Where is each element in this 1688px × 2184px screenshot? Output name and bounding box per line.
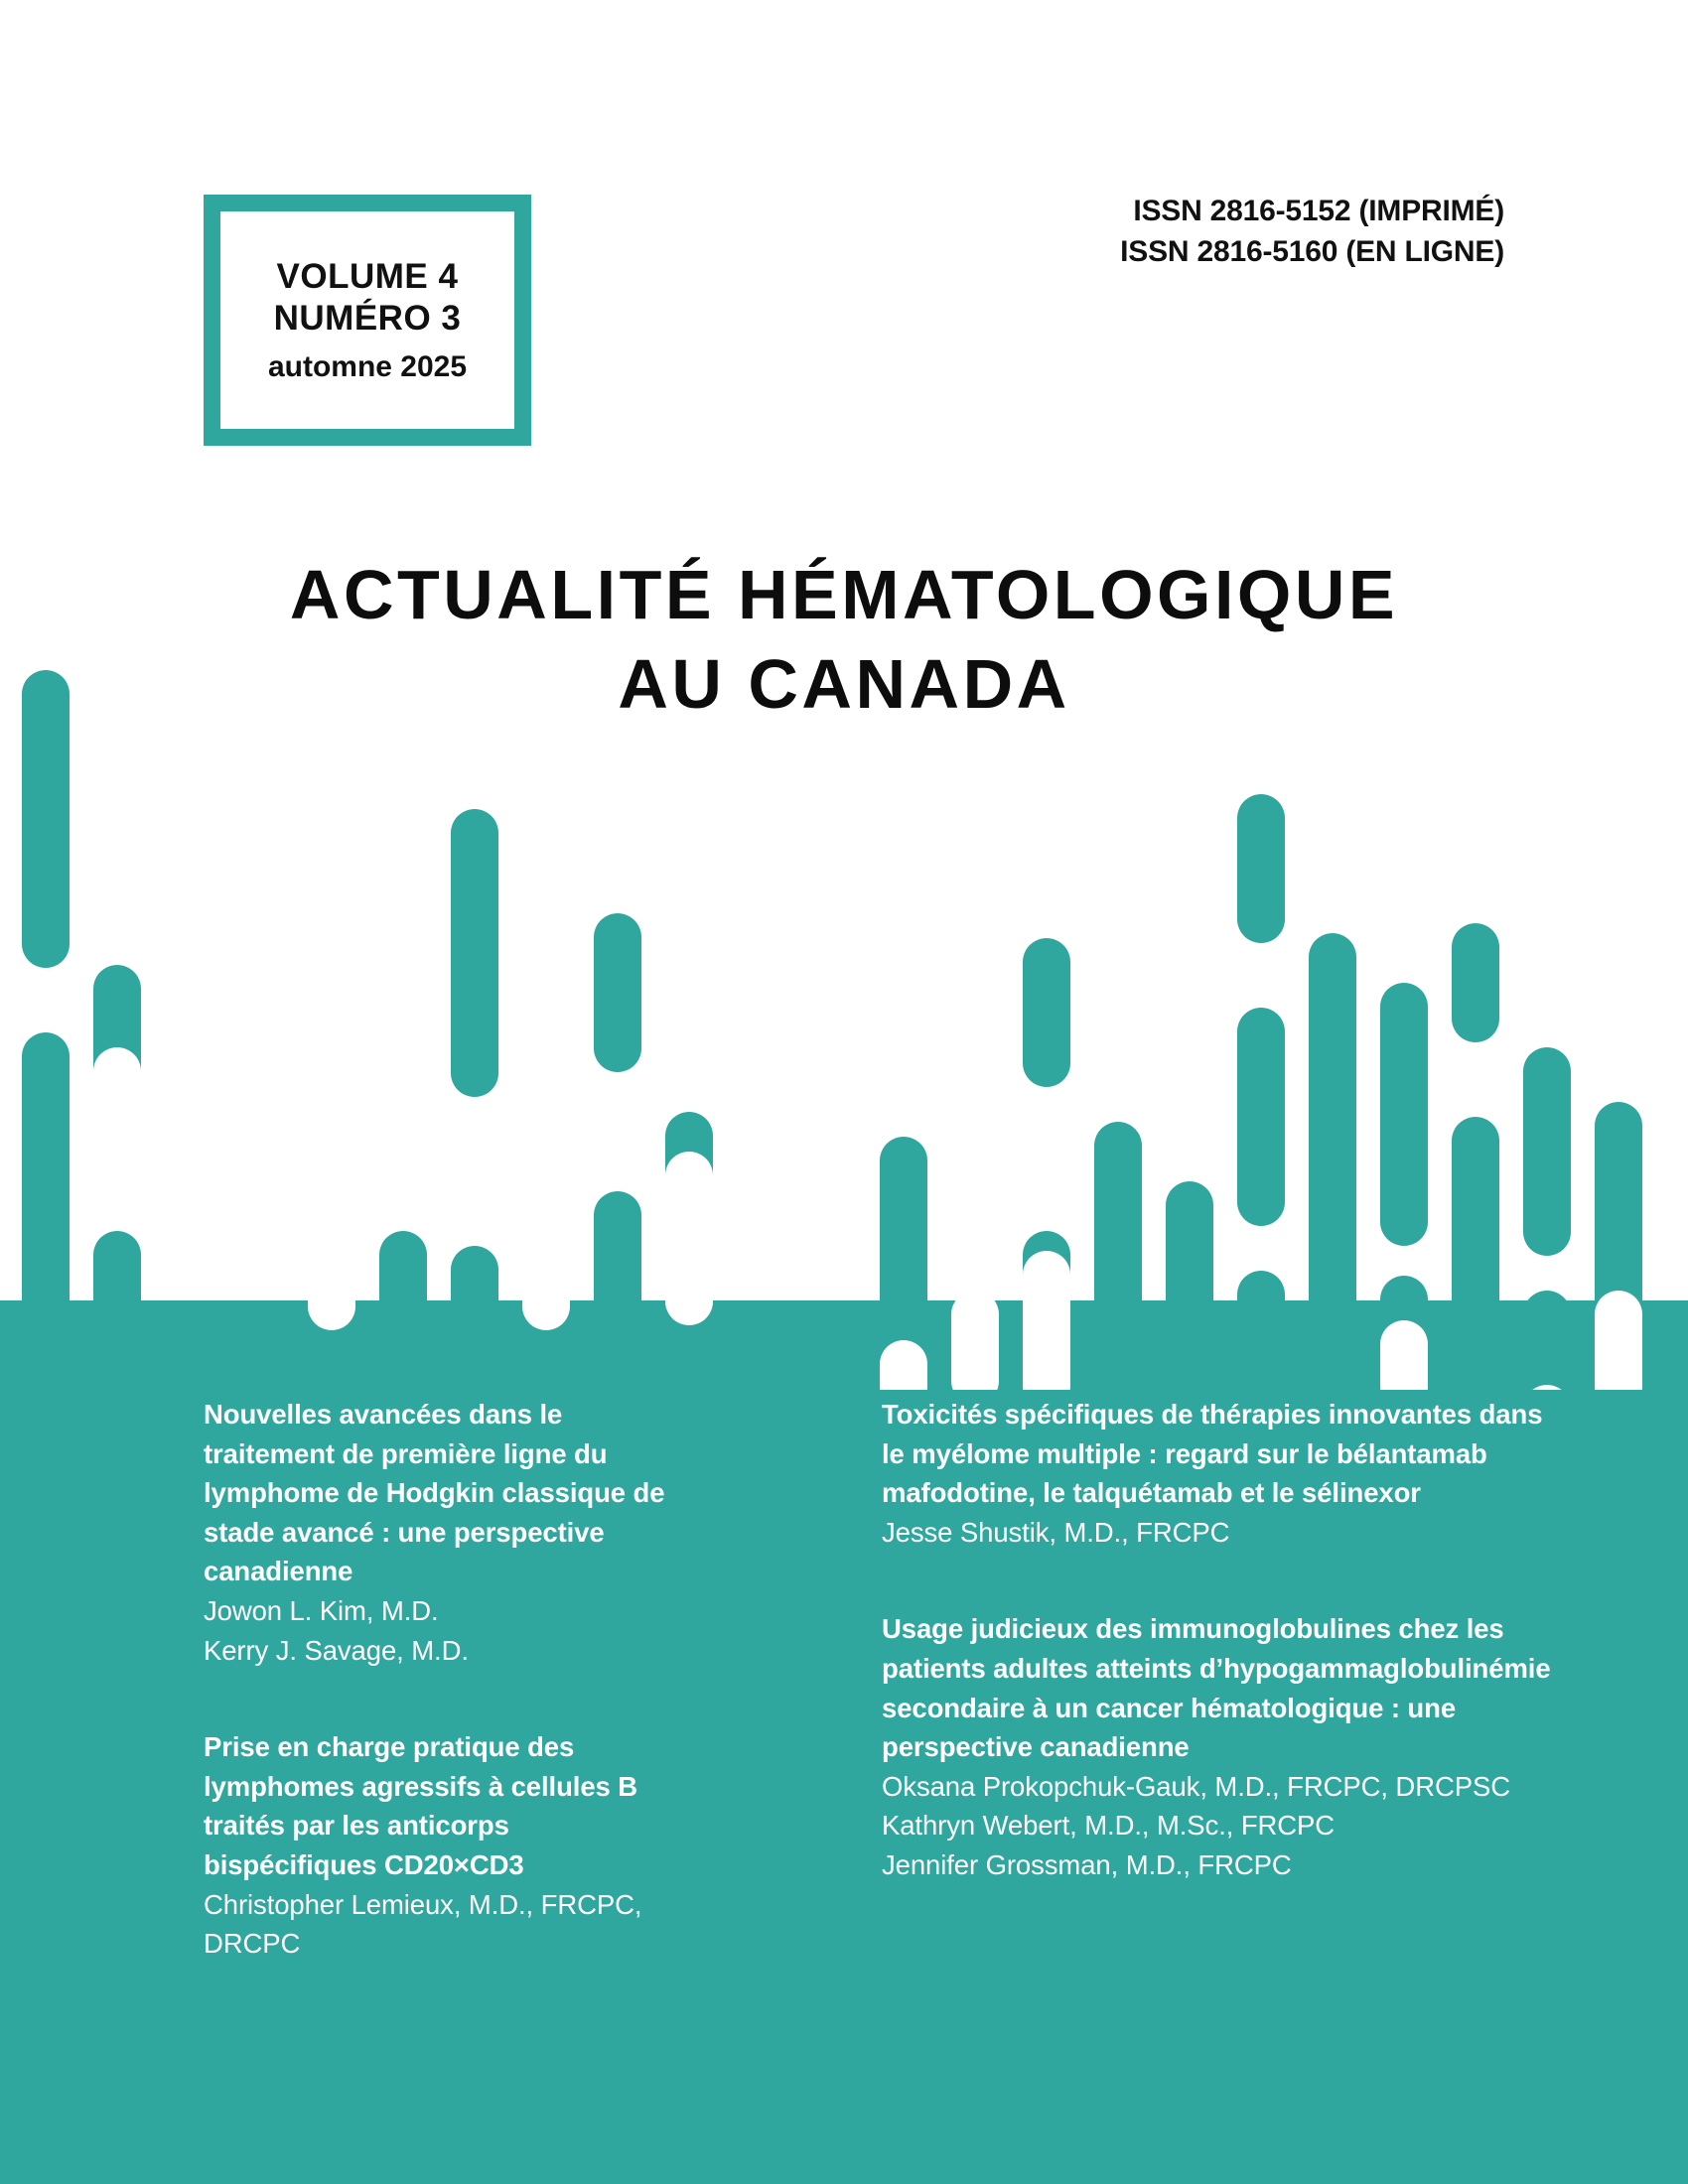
contents-entry[interactable] <box>882 1395 1569 1552</box>
contents-entry[interactable] <box>204 1727 675 1964</box>
issue-volume-box <box>204 195 531 446</box>
issn-block <box>1120 191 1504 273</box>
contents-right-column <box>695 1395 1688 1964</box>
contents-left-column <box>0 1395 695 1964</box>
article-title: Usage judicieux des immunoglobulines chez les patients adultes atteints d’hypogammaglobulinémie secondaire à un cancer hématologique : une perspective canadienne <box>882 1613 1551 1763</box>
contents-entry[interactable] <box>882 1609 1569 1884</box>
article-author: Jesse Shustik, M.D., FRCPC <box>882 1516 1230 1548</box>
season-label: automne 2025 <box>267 349 468 383</box>
issue-number-label: NUMÉRO 3 <box>273 298 462 338</box>
title-line-1: ACTUALITÉ HÉMATOLOGIQUE <box>289 556 1399 633</box>
article-author: Kerry J. Savage, M.D. <box>204 1634 469 1666</box>
issn-print: ISSN 2816-5152 (IMPRIMÉ) <box>1133 195 1504 227</box>
article-author: Kathryn Webert, M.D., M.Sc., FRCPC <box>882 1810 1336 1842</box>
article-author: Oksana Prokopchuk-Gauk, M.D., FRCPC, DRCPSC <box>882 1770 1510 1802</box>
article-author: Jowon L. Kim, M.D. <box>204 1594 439 1626</box>
title-line-2: AU CANADA <box>618 644 1070 723</box>
issn-online: ISSN 2816-5160 (EN LIGNE) <box>1120 235 1504 269</box>
article-author: Jennifer Grossman, M.D., FRCPC <box>882 1848 1292 1880</box>
page-title <box>0 551 1688 729</box>
contents-entry[interactable] <box>204 1395 675 1670</box>
contents-list <box>0 1395 1688 1964</box>
article-title: Prise en charge pratique des lymphomes agressifs à cellules B traités par les anticorps bispécifiques CD20×CD3 <box>204 1731 638 1880</box>
article-title: Toxicités spécifiques de thérapies innovantes dans le myélome multiple : regard sur le bélantamab mafodotine, le talquétamab et le sélinexor <box>882 1399 1543 1509</box>
article-author: Christopher Lemieux, M.D., FRCPC, DRCPC <box>204 1888 642 1960</box>
article-title: Nouvelles avancées dans le traitement de première ligne du lymphome de Hodgkin classique de stade avancé : une perspective canadienne <box>204 1399 665 1587</box>
volume-label: VOLUME 4 <box>276 257 459 297</box>
